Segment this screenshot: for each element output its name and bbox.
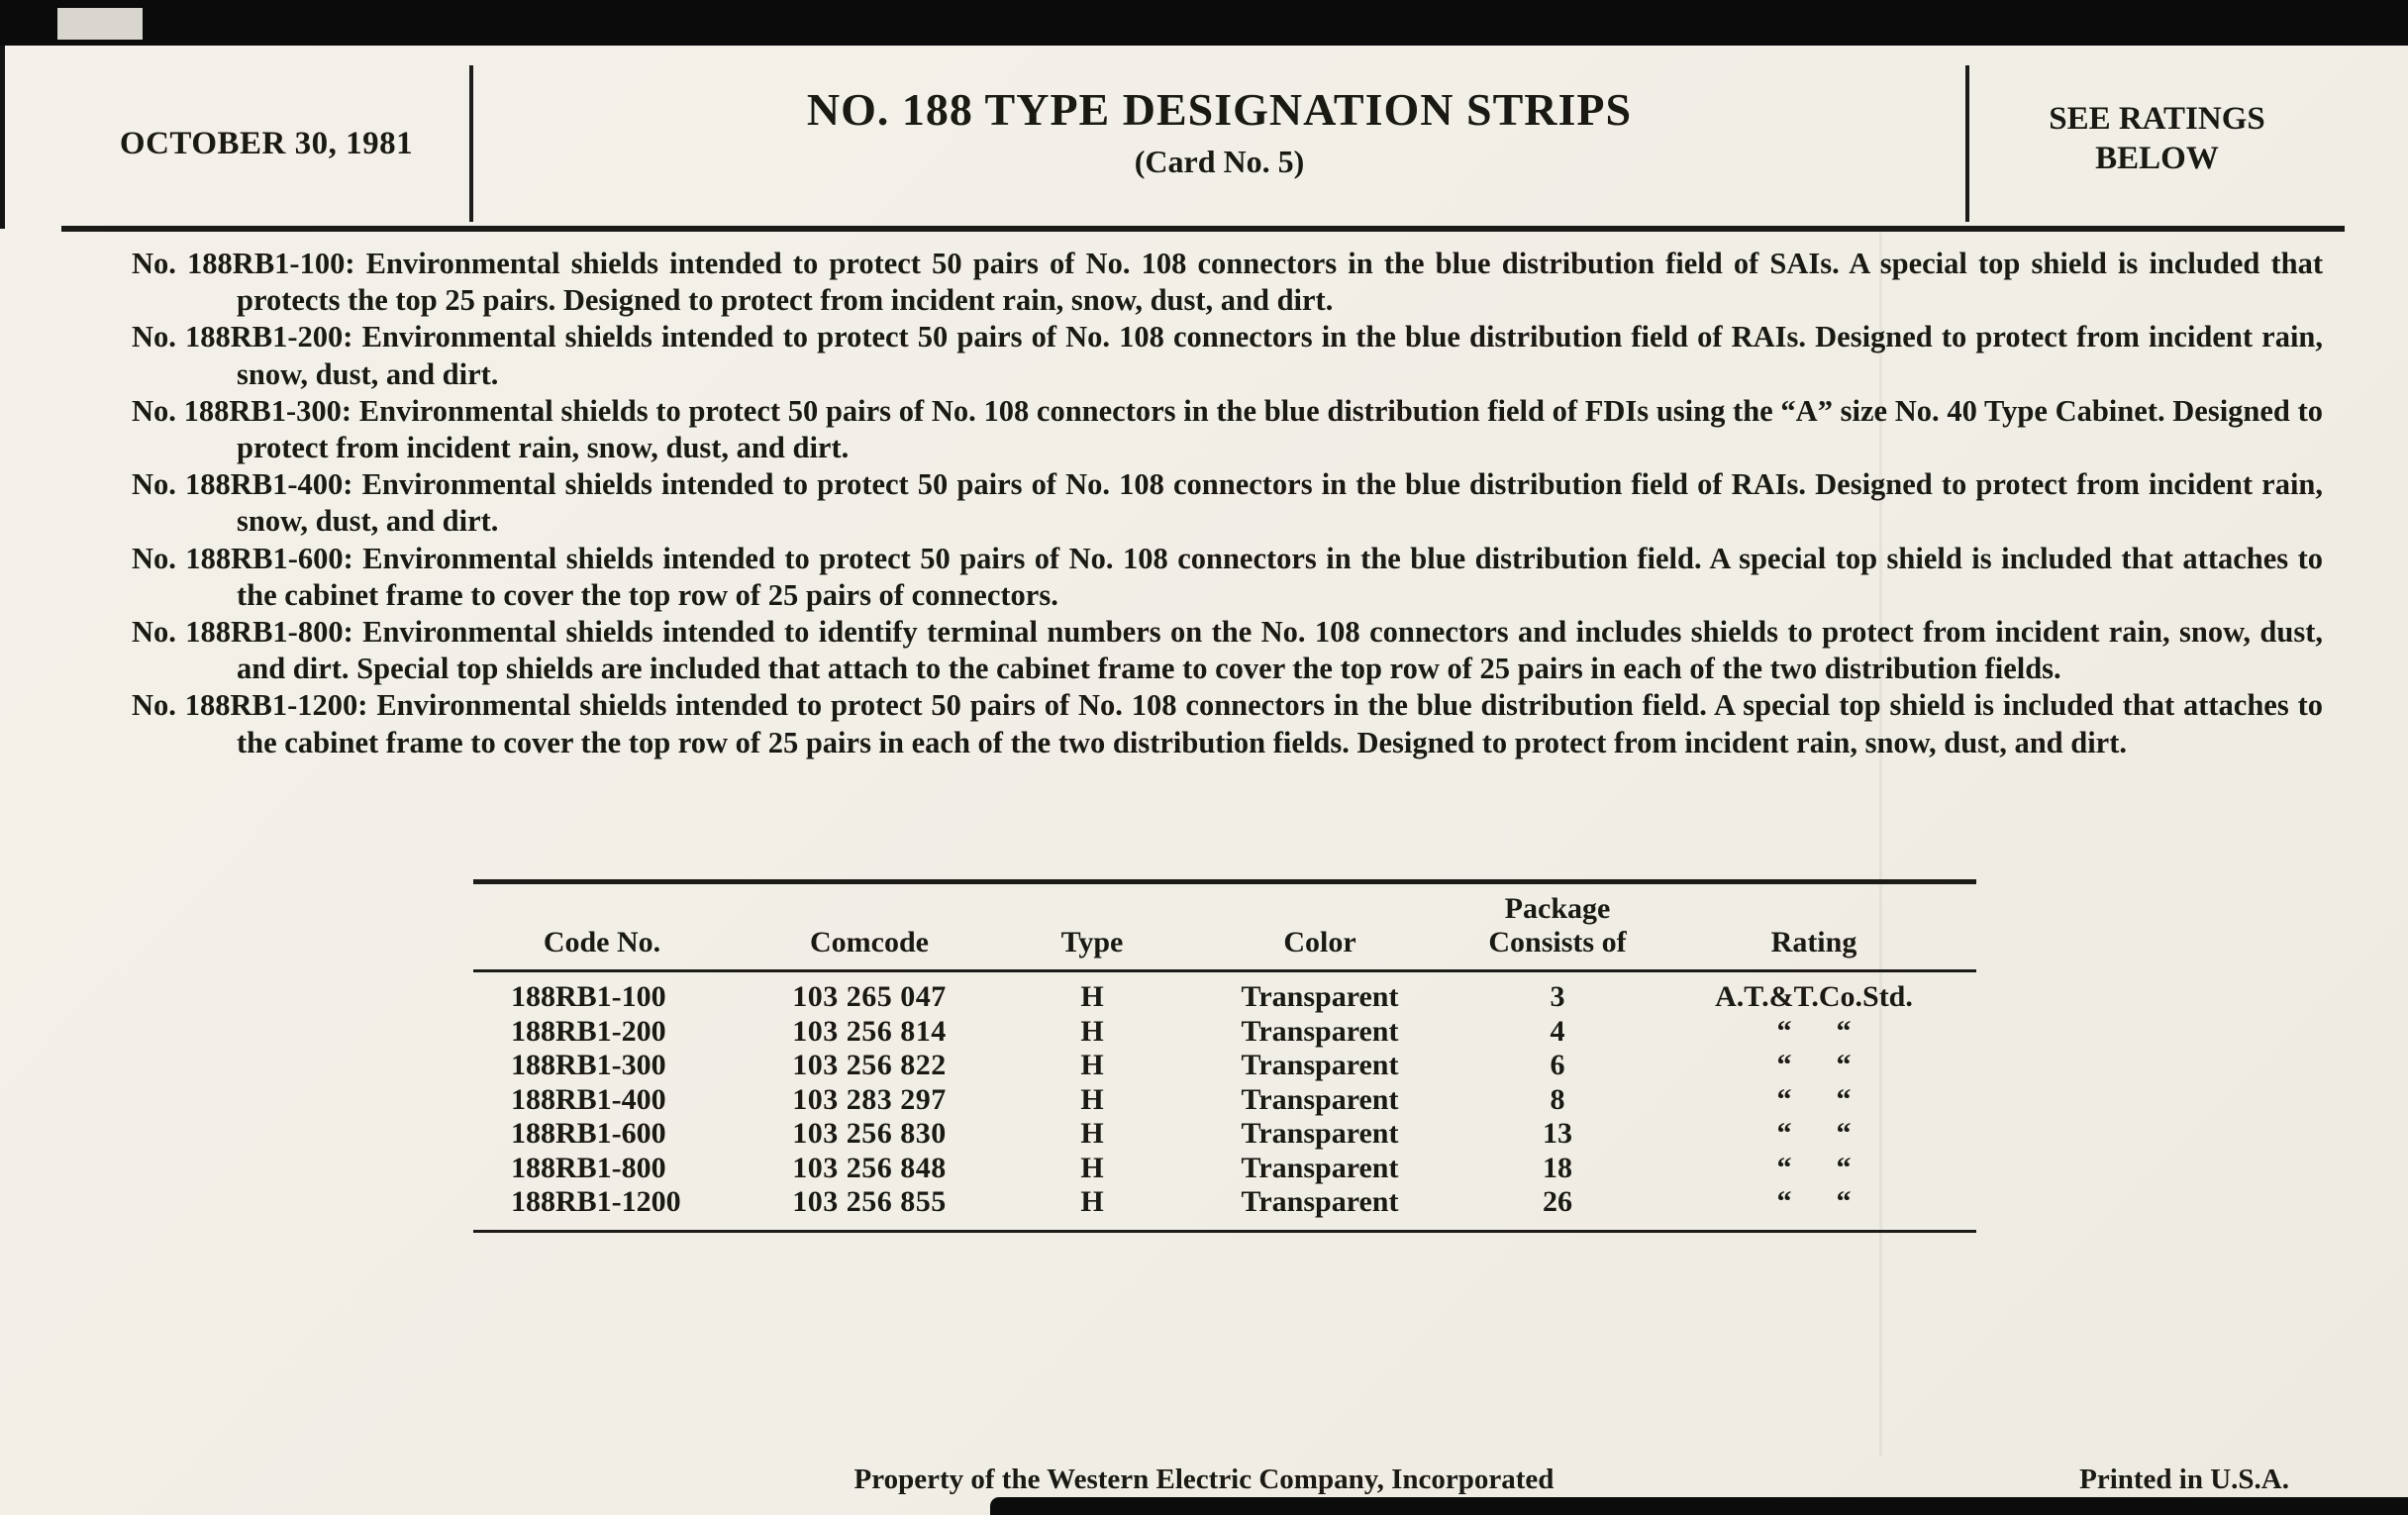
cell-package: 18 [1543,1151,1572,1184]
table-row [473,1083,1976,1118]
cell-rating-ditto: “ “ [1776,1185,1852,1218]
table-rule-bottom [473,1230,1976,1233]
cell-rating-ditto: “ “ [1776,1014,1852,1048]
cell-package: 6 [1550,1049,1565,1081]
cell-code: 188RB1-200 [511,1014,666,1048]
cell-rating: A.T.&T.Co.Std. [1715,980,1913,1013]
cell-color: Transparent [1241,1049,1399,1081]
header-rule [61,226,2345,232]
column-header-package-line2: Consists of [1488,926,1627,959]
cell-color: Transparent [1241,980,1399,1013]
entry-code: No. 188RB1-400: [132,467,353,502]
cell-color: Transparent [1241,1151,1399,1184]
cell-package: 13 [1543,1117,1572,1150]
cell-type: H [1080,1185,1104,1218]
cell-code: 188RB1-300 [511,1049,666,1081]
scan-edge-top [0,0,2408,46]
column-header-code: Code No. [543,926,661,959]
card-subtitle: (Card No. 5) [1134,144,1305,179]
cell-code: 188RB1-1200 [511,1185,681,1218]
ratings-note-line1: SEE RATINGS [2049,101,2265,137]
cell-type: H [1080,1117,1104,1150]
cell-package: 3 [1550,980,1565,1013]
entry-code: No. 188RB1-1200: [132,688,368,723]
footer-printed-in: Printed in U.S.A. [2079,1464,2289,1495]
scan-edge-notch [57,8,143,40]
entry-text: Environmental shields intended to protect 50 pairs of No. 108 connectors in the blue distribution field of SAIs. A special top shield is included that protects the top 25 pairs. Designed to protect from incident rain, snow, dust, and dirt. [237,247,2323,318]
entry-code: No. 188RB1-300: [132,393,352,428]
table-body [473,972,1976,1230]
entry-code: No. 188RB1-200: [132,320,353,354]
column-header-rating: Rating [1770,926,1857,959]
column-header-color: Color [1283,926,1356,959]
table-row [473,1185,1976,1220]
table-row [473,1015,1976,1050]
header-date-section [63,65,469,222]
entry-paragraph [0,393,2408,466]
table-row [473,1152,1976,1186]
cell-rating-ditto: “ “ [1776,1117,1852,1150]
entry-text: Environmental shields intended to protect 50 pairs of No. 108 connectors in the blue distribution field. A special top shield is included that attaches to the cabinet frame to cover the top row of 25 pairs of connectors. [237,541,2323,612]
ratings-note-line2: BELOW [2095,141,2219,176]
scan-edge-left [0,46,5,229]
table-row [473,1117,1976,1152]
cell-comcode: 103 256 855 [792,1185,947,1218]
cell-type: H [1080,1049,1104,1081]
cell-comcode: 103 256 848 [792,1151,947,1184]
cell-type: H [1080,1082,1104,1116]
cell-comcode: 103 256 822 [792,1049,947,1081]
entry-code: No. 188RB1-800: [132,615,353,650]
cell-color: Transparent [1241,1014,1399,1048]
entry-paragraph [0,246,2408,319]
cell-package: 8 [1550,1082,1565,1116]
entry-text: Environmental shields to protect 50 pairs of No. 108 connectors in the blue distribution field of FDIs using the “A” size No. 40 Type Cabinet. Designed to protect from incident rain, snow, dust, and dirt. [237,393,2324,465]
entry-paragraph [0,319,2408,392]
cell-package: 26 [1543,1185,1572,1218]
card-header [63,65,2345,222]
column-header-comcode: Comcode [810,926,929,959]
cell-comcode: 103 283 297 [792,1082,947,1116]
cell-color: Transparent [1241,1185,1399,1218]
footer-property-notice: Property of the Western Electric Company, Incorporated [853,1464,1555,1495]
cell-color: Transparent [1241,1082,1399,1116]
cell-rating-ditto: “ “ [1776,1151,1852,1184]
cell-code: 188RB1-400 [511,1082,666,1116]
column-header-package-line1: Package [1504,892,1611,925]
cell-comcode: 103 265 047 [792,980,947,1013]
cell-rating-ditto: “ “ [1776,1082,1852,1116]
card-title: NO. 188 TYPE DESIGNATION STRIPS [806,84,1633,135]
cell-type: H [1080,1014,1104,1048]
cell-code: 188RB1-100 [511,980,666,1013]
table-header-row [473,884,1976,969]
entry-text: Environmental shields intended to protect 50 pairs of No. 108 connectors in the blue distribution field. A special top shield is included that attaches to the cabinet frame to cover the top row of 25 pairs in each of the two distribution fields. Designed to protect from incident rain, snow, dust, and dirt. [237,688,2323,759]
header-title-section [469,65,1969,222]
entry-text: Environmental shields intended to protect 50 pairs of No. 108 connectors in the blue distribution field of RAIs. Designed to protect from incident rain, snow, dust, and dirt. [237,320,2324,391]
entry-text: Environmental shields intended to protect 50 pairs of No. 108 connectors in the blue distribution field of RAIs. Designed to protect from incident rain, snow, dust, and dirt. [237,467,2324,539]
entry-code: No. 188RB1-100: [132,247,355,280]
entry-text: Environmental shields intended to identify terminal numbers on the No. 108 connectors and includes shields to protect from incident rain, snow, dust, and dirt. Special top shields are included that attach to the cabinet frame to cover the top row of 25 pairs in each of the two distribution fields. [237,615,2324,686]
issue-date: OCTOBER 30, 1981 [119,125,414,161]
entry-paragraph [0,687,2408,760]
cell-package: 4 [1550,1014,1565,1048]
cell-comcode: 103 256 814 [792,1014,947,1048]
entry-code: No. 188RB1-600: [132,541,353,575]
parts-table [473,879,1976,1233]
table-row [473,1049,1976,1083]
scan-edge-bottom [990,1497,2408,1515]
cell-color: Transparent [1241,1117,1399,1150]
header-ratings-note [1969,65,2345,222]
entry-paragraph [0,541,2408,614]
cell-rating-ditto: “ “ [1776,1049,1852,1081]
cell-code: 188RB1-800 [511,1151,666,1184]
column-header-type: Type [1060,926,1124,959]
entry-paragraph [0,466,2408,540]
table-row [473,980,1976,1015]
cell-type: H [1080,980,1104,1013]
column-header-package [1463,892,1652,960]
entries-section [0,246,2408,761]
cell-code: 188RB1-600 [511,1117,666,1150]
cell-comcode: 103 256 830 [792,1117,947,1150]
entry-paragraph [0,614,2408,687]
cell-type: H [1080,1151,1104,1184]
